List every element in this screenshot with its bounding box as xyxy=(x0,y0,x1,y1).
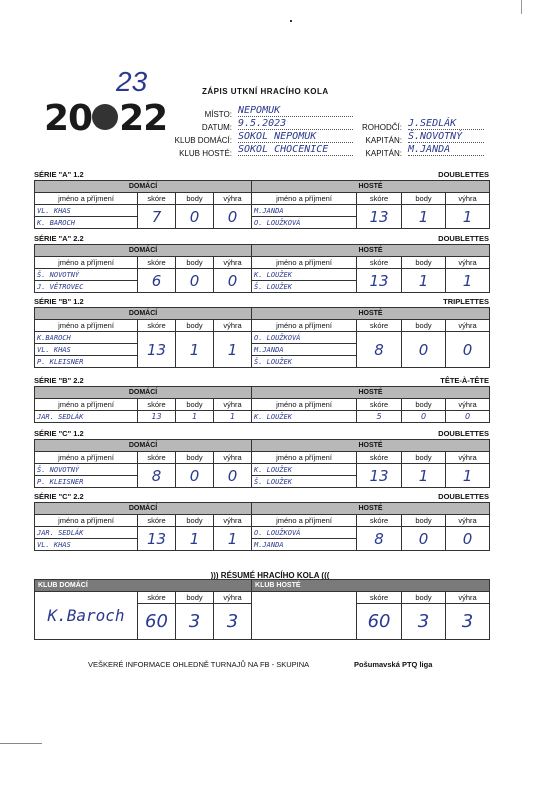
away-body-header: body xyxy=(402,452,446,464)
captain-signature: K.Baroch xyxy=(47,606,125,625)
series-type: DOUBLETTES xyxy=(438,492,489,501)
home-body-value: 1 xyxy=(176,527,214,551)
series-type: DOUBLETTES xyxy=(438,170,489,179)
home-jmeno-header: jméno a příjmení xyxy=(35,320,138,332)
away-vyhra-header: výhra xyxy=(446,452,490,464)
away-body-header: body xyxy=(402,320,446,332)
away-skore-header: skóre xyxy=(357,515,402,527)
home-player-name: JAR. SEDLÁK xyxy=(35,411,138,423)
away-body-value: 0 xyxy=(402,332,446,368)
label-rohodci: ROHODČÍ: xyxy=(362,123,402,132)
series-label: SÉRIE "C" 2.2 xyxy=(34,492,84,501)
home-skore-header: skóre xyxy=(138,193,176,205)
series-type: DOUBLETTES xyxy=(438,429,489,438)
away-player-name: M.JANDA xyxy=(252,539,357,551)
series-hoste-header: HOSTÉ xyxy=(252,181,490,193)
resume-away-vyhra: 3 xyxy=(446,604,490,640)
value-klub-hoste: SOKOL CHOCENICE xyxy=(238,144,353,156)
home-body-value: 1 xyxy=(176,411,214,423)
away-body-header: body xyxy=(402,399,446,411)
home-skore-value: 8 xyxy=(138,464,176,488)
home-vyhra-value: 1 xyxy=(214,411,252,423)
away-vyhra-header: výhra xyxy=(446,193,490,205)
away-vyhra-header: výhra xyxy=(446,320,490,332)
away-skore-header: skóre xyxy=(357,399,402,411)
label-klub-hoste: KLUB HOSTÉ: xyxy=(179,149,232,158)
away-jmeno-header: jméno a příjmení xyxy=(252,515,357,527)
away-vyhra-header: výhra xyxy=(446,399,490,411)
home-skore-value: 13 xyxy=(138,527,176,551)
value-rohodci: J.SEDLÁK xyxy=(408,118,484,130)
away-player-name: Š. LOUŽEK xyxy=(252,476,357,488)
home-player-name: VL. KHAS xyxy=(35,539,138,551)
resume-home-skore-header: skóre xyxy=(138,592,176,604)
away-vyhra-header: výhra xyxy=(446,515,490,527)
home-skore-value: 13 xyxy=(138,332,176,368)
series-domaci-header: DOMÁCÍ xyxy=(35,245,252,257)
home-vyhra-header: výhra xyxy=(214,193,252,205)
away-body-value: 1 xyxy=(402,464,446,488)
away-skore-value: 13 xyxy=(357,269,402,293)
away-body-value: 0 xyxy=(402,527,446,551)
home-body-header: body xyxy=(176,515,214,527)
away-jmeno-header: jméno a příjmení xyxy=(252,193,357,205)
series-label: SÉRIE "A" 1.2 xyxy=(34,170,84,179)
home-body-header: body xyxy=(176,257,214,269)
away-vyhra-header: výhra xyxy=(446,257,490,269)
away-body-value: 1 xyxy=(402,205,446,229)
series-hoste-header: HOSTÉ xyxy=(252,308,490,320)
resume-title: ))) RÉSUMÉ HRACÍHO KOLA ((( xyxy=(210,571,330,580)
home-skore-header: skóre xyxy=(138,320,176,332)
home-jmeno-header: jméno a příjmení xyxy=(35,257,138,269)
resume-home-vyhra: 3 xyxy=(214,604,252,640)
away-body-value: 1 xyxy=(402,269,446,293)
home-body-header: body xyxy=(176,452,214,464)
petanque-ball-icon xyxy=(92,104,118,130)
home-skore-header: skóre xyxy=(138,257,176,269)
home-body-value: 0 xyxy=(176,464,214,488)
resume-signature-cell xyxy=(35,592,138,640)
away-player-name: Š. LOUŽEK xyxy=(252,356,357,368)
away-vyhra-value: 1 xyxy=(446,269,490,293)
home-body-header: body xyxy=(176,399,214,411)
away-jmeno-header: jméno a příjmení xyxy=(252,320,357,332)
away-player-name: O. LOUŽKOVÁ xyxy=(252,332,357,344)
away-skore-header: skóre xyxy=(357,193,402,205)
home-skore-header: skóre xyxy=(138,399,176,411)
resume-away-body: 3 xyxy=(402,604,446,640)
home-vyhra-header: výhra xyxy=(214,320,252,332)
home-vyhra-value: 1 xyxy=(214,527,252,551)
home-vyhra-header: výhra xyxy=(214,399,252,411)
home-skore-value: 13 xyxy=(138,411,176,423)
home-player-name: J. VĚTROVEC xyxy=(35,281,138,293)
away-skore-value: 8 xyxy=(357,527,402,551)
label-kapitan-hoste: KAPITÁN: xyxy=(365,149,402,158)
value-kapitan-domaci: Š.NOVOTNÝ xyxy=(408,131,484,143)
series-table xyxy=(34,180,490,229)
home-player-name: Š. NOVOTNÝ xyxy=(35,464,138,476)
away-jmeno-header: jméno a příjmení xyxy=(252,399,357,411)
home-player-name: Š. NOVOTNÝ xyxy=(35,269,138,281)
away-skore-value: 5 xyxy=(357,411,402,423)
resume-away-skore-header: skóre xyxy=(357,592,402,604)
resume-home-skore: 60 xyxy=(138,604,176,640)
home-vyhra-value: 0 xyxy=(214,464,252,488)
label-kapitan-domaci: KAPITÁN: xyxy=(365,136,402,145)
label-misto: MÍSTO: xyxy=(204,110,232,119)
logo-2022 xyxy=(44,98,167,139)
logo-digits-right: 22 xyxy=(119,98,168,139)
scan-edge-line xyxy=(0,743,42,744)
away-skore-header: skóre xyxy=(357,320,402,332)
resume-away-vyhra-header: výhra xyxy=(446,592,490,604)
away-body-value: 0 xyxy=(402,411,446,423)
away-vyhra-value: 0 xyxy=(446,527,490,551)
series-domaci-header: DOMÁCÍ xyxy=(35,503,252,515)
home-body-header: body xyxy=(176,320,214,332)
away-skore-value: 8 xyxy=(357,332,402,368)
away-player-name: M.JANDA xyxy=(252,344,357,356)
document-title: ZÁPIS UTKNÍ HRACÍHO KOLA xyxy=(202,87,329,96)
away-vyhra-value: 0 xyxy=(446,332,490,368)
home-body-header: body xyxy=(176,193,214,205)
series-label: SÉRIE "B" 2.2 xyxy=(34,376,84,385)
label-datum: DATUM: xyxy=(201,123,232,132)
away-player-name: O. LOUŽKOVÁ xyxy=(252,217,357,229)
series-type: TRIPLETTES xyxy=(443,297,489,306)
away-vyhra-value: 0 xyxy=(446,411,490,423)
away-vyhra-value: 1 xyxy=(446,464,490,488)
series-table xyxy=(34,307,490,368)
series-hoste-header: HOSTÉ xyxy=(252,440,490,452)
away-vyhra-value: 1 xyxy=(446,205,490,229)
away-jmeno-header: jméno a příjmení xyxy=(252,257,357,269)
series-hoste-header: HOSTÉ xyxy=(252,503,490,515)
away-player-name: K. LOUŽEK xyxy=(252,269,357,281)
away-body-header: body xyxy=(402,257,446,269)
resume-home-vyhra-header: výhra xyxy=(214,592,252,604)
home-player-name: K. BAROCH xyxy=(35,217,138,229)
home-body-value: 0 xyxy=(176,269,214,293)
away-skore-header: skóre xyxy=(357,452,402,464)
logo-handwritten-year: 23 xyxy=(116,66,148,97)
resume-klub-domaci-header: KLUB DOMÁCÍ xyxy=(35,580,252,592)
away-skore-header: skóre xyxy=(357,257,402,269)
resume-away-body-header: body xyxy=(402,592,446,604)
resume-klub-hoste-header: KLUB HOSTÉ xyxy=(252,580,490,592)
away-player-name: K. LOUŽEK xyxy=(252,411,357,423)
series-domaci-header: DOMÁCÍ xyxy=(35,181,252,193)
home-jmeno-header: jméno a příjmení xyxy=(35,193,138,205)
away-player-name: K. LOUŽEK xyxy=(252,464,357,476)
series-type: TÊTE-À-TÊTE xyxy=(440,376,489,385)
home-vyhra-value: 1 xyxy=(214,332,252,368)
scan-edge-line xyxy=(521,0,522,14)
home-skore-header: skóre xyxy=(138,515,176,527)
footer-info: VEŠKERÉ INFORMACE OHLEDNĚ TURNAJŮ NA FB - SKUPINA xyxy=(88,660,310,669)
value-misto: NEPOMUK xyxy=(238,105,353,117)
scan-dot xyxy=(290,20,292,22)
label-klub-domaci: KLUB DOMÁCÍ: xyxy=(174,136,232,145)
away-body-header: body xyxy=(402,515,446,527)
resume-home-body: 3 xyxy=(176,604,214,640)
series-table xyxy=(34,502,490,551)
footer-league: Pošumavská PTQ liga xyxy=(354,660,433,669)
series-domaci-header: DOMÁCÍ xyxy=(35,440,252,452)
home-vyhra-header: výhra xyxy=(214,452,252,464)
home-skore-value: 6 xyxy=(138,269,176,293)
home-vyhra-header: výhra xyxy=(214,257,252,269)
value-klub-domaci: SOKOL NEPOMUK xyxy=(238,131,353,143)
away-skore-value: 13 xyxy=(357,205,402,229)
home-body-value: 1 xyxy=(176,332,214,368)
home-player-name: VL. KHAS xyxy=(35,205,138,217)
home-jmeno-header: jméno a příjmení xyxy=(35,399,138,411)
series-label: SÉRIE "A" 2.2 xyxy=(34,234,84,243)
home-jmeno-header: jméno a příjmení xyxy=(35,515,138,527)
resume-away-empty-cell xyxy=(252,592,357,640)
away-player-name: M.JANDA xyxy=(252,205,357,217)
series-domaci-header: DOMÁCÍ xyxy=(35,387,252,399)
home-vyhra-header: výhra xyxy=(214,515,252,527)
series-label: SÉRIE "B" 1.2 xyxy=(34,297,84,306)
value-datum: 9.5.2023 xyxy=(238,118,353,130)
resume-table xyxy=(34,579,490,640)
away-jmeno-header: jméno a příjmení xyxy=(252,452,357,464)
home-body-value: 0 xyxy=(176,205,214,229)
away-body-header: body xyxy=(402,193,446,205)
away-skore-value: 13 xyxy=(357,464,402,488)
home-player-name: P. KLEISNER xyxy=(35,476,138,488)
home-player-name: K.BAROCH xyxy=(35,332,138,344)
home-jmeno-header: jméno a příjmení xyxy=(35,452,138,464)
series-table xyxy=(34,244,490,293)
home-skore-value: 7 xyxy=(138,205,176,229)
home-skore-header: skóre xyxy=(138,452,176,464)
series-domaci-header: DOMÁCÍ xyxy=(35,308,252,320)
resume-away-skore: 60 xyxy=(357,604,402,640)
away-player-name: Š. LOUŽEK xyxy=(252,281,357,293)
series-hoste-header: HOSTÉ xyxy=(252,387,490,399)
away-player-name: O. LOUŽKOVÁ xyxy=(252,527,357,539)
resume-home-body-header: body xyxy=(176,592,214,604)
series-table xyxy=(34,386,490,423)
home-vyhra-value: 0 xyxy=(214,205,252,229)
value-kapitan-hoste: M.JANDA xyxy=(408,144,484,156)
series-table xyxy=(34,439,490,488)
series-type: DOUBLETTES xyxy=(438,234,489,243)
logo-digits-left: 20 xyxy=(44,98,93,139)
series-hoste-header: HOSTÉ xyxy=(252,245,490,257)
home-player-name: JAR. SEDLÁK xyxy=(35,527,138,539)
home-player-name: P. KLEISNER xyxy=(35,356,138,368)
home-vyhra-value: 0 xyxy=(214,269,252,293)
series-label: SÉRIE "C" 1.2 xyxy=(34,429,84,438)
home-player-name: VL. KHAS xyxy=(35,344,138,356)
